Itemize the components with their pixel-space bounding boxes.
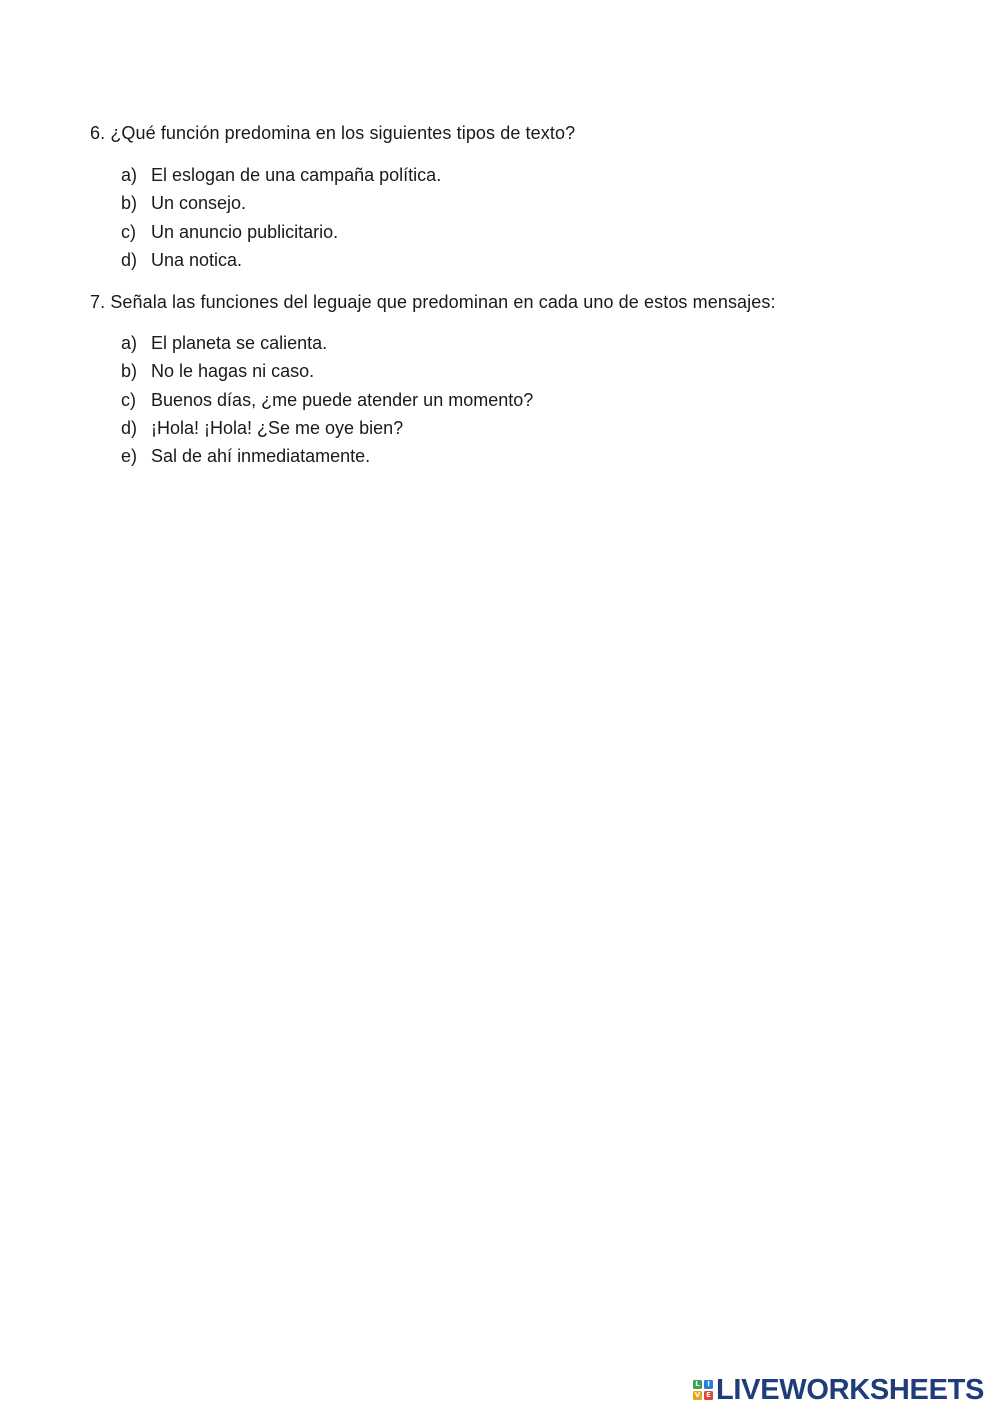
option-text: Sal de ahí inmediatamente. xyxy=(151,446,371,467)
option-text: Un anuncio publicitario. xyxy=(151,221,339,242)
question-6: 6. ¿Qué función predomina en los siguientes tipos de texto? xyxy=(90,123,576,143)
liveworksheets-brand xyxy=(693,1374,984,1406)
option-text: El eslogan de una campaña política. xyxy=(151,165,442,185)
option-text: El planeta se calienta. xyxy=(151,333,328,353)
question-6-options xyxy=(121,163,441,276)
list-item xyxy=(121,416,533,444)
logo-cell-e: E xyxy=(704,1391,713,1400)
option-letter: c) xyxy=(121,221,136,242)
list-item xyxy=(121,191,441,219)
list-item xyxy=(121,248,441,276)
option-letter: c) xyxy=(121,389,136,410)
option-letter: b) xyxy=(121,193,138,214)
option-letter: d) xyxy=(121,249,138,270)
list-item xyxy=(121,359,533,387)
list-item xyxy=(121,163,441,191)
option-text: Un consejo. xyxy=(151,193,247,214)
list-item xyxy=(121,220,441,248)
option-text: No le hagas ni caso. xyxy=(151,361,315,382)
option-text: Buenos días, ¿me puede atender un momento? xyxy=(151,389,534,410)
logo-cell-v: V xyxy=(694,1391,701,1399)
option-text: Una notica. xyxy=(151,249,243,270)
brand-name: LIVEWORKSHEETS xyxy=(716,1374,985,1406)
question-7-options xyxy=(121,331,533,472)
option-letter: d) xyxy=(121,417,138,438)
list-item xyxy=(121,444,533,472)
option-letter: a) xyxy=(121,333,138,353)
option-text: ¡Hola! ¡Hola! ¿Se me oye bien? xyxy=(151,417,404,438)
question-7: 7. Señala las funciones del leguaje que predominan en cada uno de estos mensajes: xyxy=(90,292,776,312)
liveworksheets-logo-icon xyxy=(693,1380,713,1400)
list-item xyxy=(121,331,533,359)
option-letter: a) xyxy=(121,165,138,185)
list-item xyxy=(121,388,533,416)
option-letter: e) xyxy=(121,446,138,467)
logo-cell-i: I xyxy=(704,1380,713,1389)
option-letter: b) xyxy=(121,361,138,382)
logo-cell-l: L xyxy=(693,1380,702,1389)
